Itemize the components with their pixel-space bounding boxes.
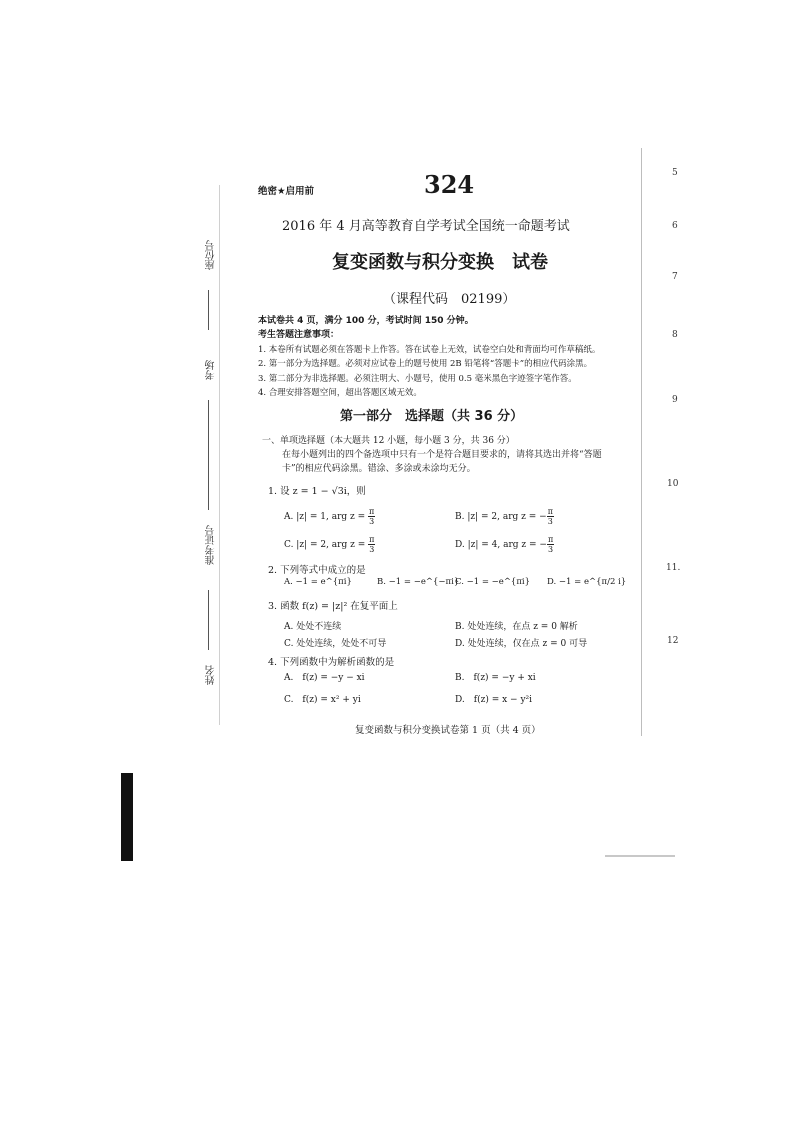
side-number: 10	[667, 479, 679, 489]
q1-option-c	[284, 535, 375, 554]
instructions-intro: 本试卷共 4 页，满分 100 分，考试时间 150 分钟。	[258, 316, 474, 326]
instruction-item: 1. 本卷所有试题必须在答题卡上作答。答在试卷上无效，试卷空白处和背面均可作草稿纸。	[258, 345, 601, 355]
q4-option-b: B. f(z) = −y + xi	[455, 673, 536, 683]
instruction-item: 4. 合理安排答题空间，超出答题区域无效。	[258, 388, 422, 398]
fraction-num: π	[547, 535, 554, 544]
side-number: 6	[672, 221, 678, 231]
room-underline	[208, 400, 209, 510]
q1-option-c-text: C. |z| = 2, arg z =	[284, 540, 369, 550]
scan-speck	[605, 855, 675, 857]
q2-option-b: B. −1 = −e^{−πi}	[377, 577, 460, 587]
q2-option-d: D. −1 = e^{π/2 i}	[547, 577, 627, 587]
ticket-underline	[208, 590, 209, 650]
section-desc-2: 卡”的相应代码涂黑。错涂、多涂或未涂均无分。	[282, 464, 476, 474]
fraction	[368, 507, 375, 526]
part-one-title: 第一部分 选择题（共 36 分）	[340, 409, 524, 424]
side-number: 9	[672, 395, 678, 405]
section-heading: 一、单项选择题（本大题共 12 小题，每小题 3 分，共 36 分）	[262, 436, 515, 446]
instruction-item: 3. 第二部分为非选择题。必须注明大、小题号，使用 0.5 毫米黑色字迹签字笔作答。	[258, 374, 577, 384]
q3-option-b: B. 处处连续，在点 z = 0 解析	[455, 622, 578, 632]
instructions-heading: 考生答题注意事项：	[258, 330, 340, 340]
exam-title: 2016 年 4 月高等教育自学考试全国统一命题考试	[282, 219, 570, 234]
q2-stem: 2. 下列等式中成立的是	[268, 565, 366, 576]
right-border-line	[641, 148, 642, 736]
q3-option-d: D. 处处连续，仅在点 z = 0 可导	[455, 639, 588, 649]
side-number: 7	[672, 272, 678, 282]
side-number: 12	[667, 636, 679, 646]
side-number: 8	[672, 330, 678, 340]
fraction-num: π	[369, 535, 375, 544]
fraction-den: 3	[369, 517, 375, 526]
margin-label-ticket: 准考证号	[206, 525, 217, 565]
q1-option-d-text: D. |z| = 4, arg z = −	[455, 540, 547, 550]
q2-option-c: C. −1 = −e^{πi}	[455, 577, 531, 587]
q3-option-a: A. 处处不连续	[284, 622, 342, 632]
q2-option-a: A. −1 = e^{πi}	[284, 577, 352, 587]
q4-option-a: A. f(z) = −y − xi	[284, 673, 365, 683]
q4-option-d: D. f(z) = x − y²i	[455, 695, 533, 705]
paper-title: 复变函数与积分变换 试卷	[332, 252, 548, 273]
secret-label: 绝密★启用前	[258, 186, 315, 197]
q4-stem: 4. 下列函数中为解析函数的是	[268, 657, 395, 668]
fraction-den: 3	[369, 545, 375, 554]
side-number: 11.	[666, 563, 681, 573]
left-margin-line	[219, 185, 220, 725]
seat-underline	[208, 290, 209, 330]
margin-label-room: 考场	[206, 360, 217, 380]
paper-number: 324	[424, 170, 475, 199]
q3-stem: 3. 函数 f(z) = |z|² 在复平面上	[268, 601, 398, 612]
section-desc-1: 在每小题列出的四个备选项中只有一个是符合题目要求的，请将其选出并将“答题	[282, 450, 602, 460]
page-footer: 复变函数与积分变换试卷第 1 页（共 4 页）	[355, 725, 541, 736]
fraction-num: π	[369, 507, 375, 516]
margin-label-seat: 座位号	[206, 240, 217, 270]
course-code: （课程代码 02199）	[383, 292, 516, 307]
scan-shadow-bar	[121, 773, 133, 861]
fraction-num: π	[547, 507, 553, 516]
fraction-den: 3	[547, 517, 553, 526]
fraction	[547, 535, 554, 554]
q1-stem: 1. 设 z = 1 − √3i，则	[268, 486, 366, 497]
q1-option-b-text: B. |z| = 2, arg z = −	[455, 512, 547, 522]
q1-option-a-text: A. |z| = 1, arg z =	[284, 512, 369, 522]
side-number: 5	[672, 168, 678, 178]
fraction	[547, 507, 554, 526]
q4-option-c: C. f(z) = x² + yi	[284, 695, 361, 705]
margin-label-name: 姓名	[206, 665, 217, 685]
q1-option-b	[455, 507, 554, 526]
q3-option-c: C. 处处连续，处处不可导	[284, 639, 387, 649]
instruction-item: 2. 第一部分为选择题。必须对应试卷上的题号使用 2B 铅笔将“答题卡”的相应代码涂黑。	[258, 359, 593, 369]
q1-option-d	[455, 535, 554, 554]
q1-option-a	[284, 507, 375, 526]
fraction-den: 3	[548, 545, 554, 554]
fraction	[368, 535, 375, 554]
